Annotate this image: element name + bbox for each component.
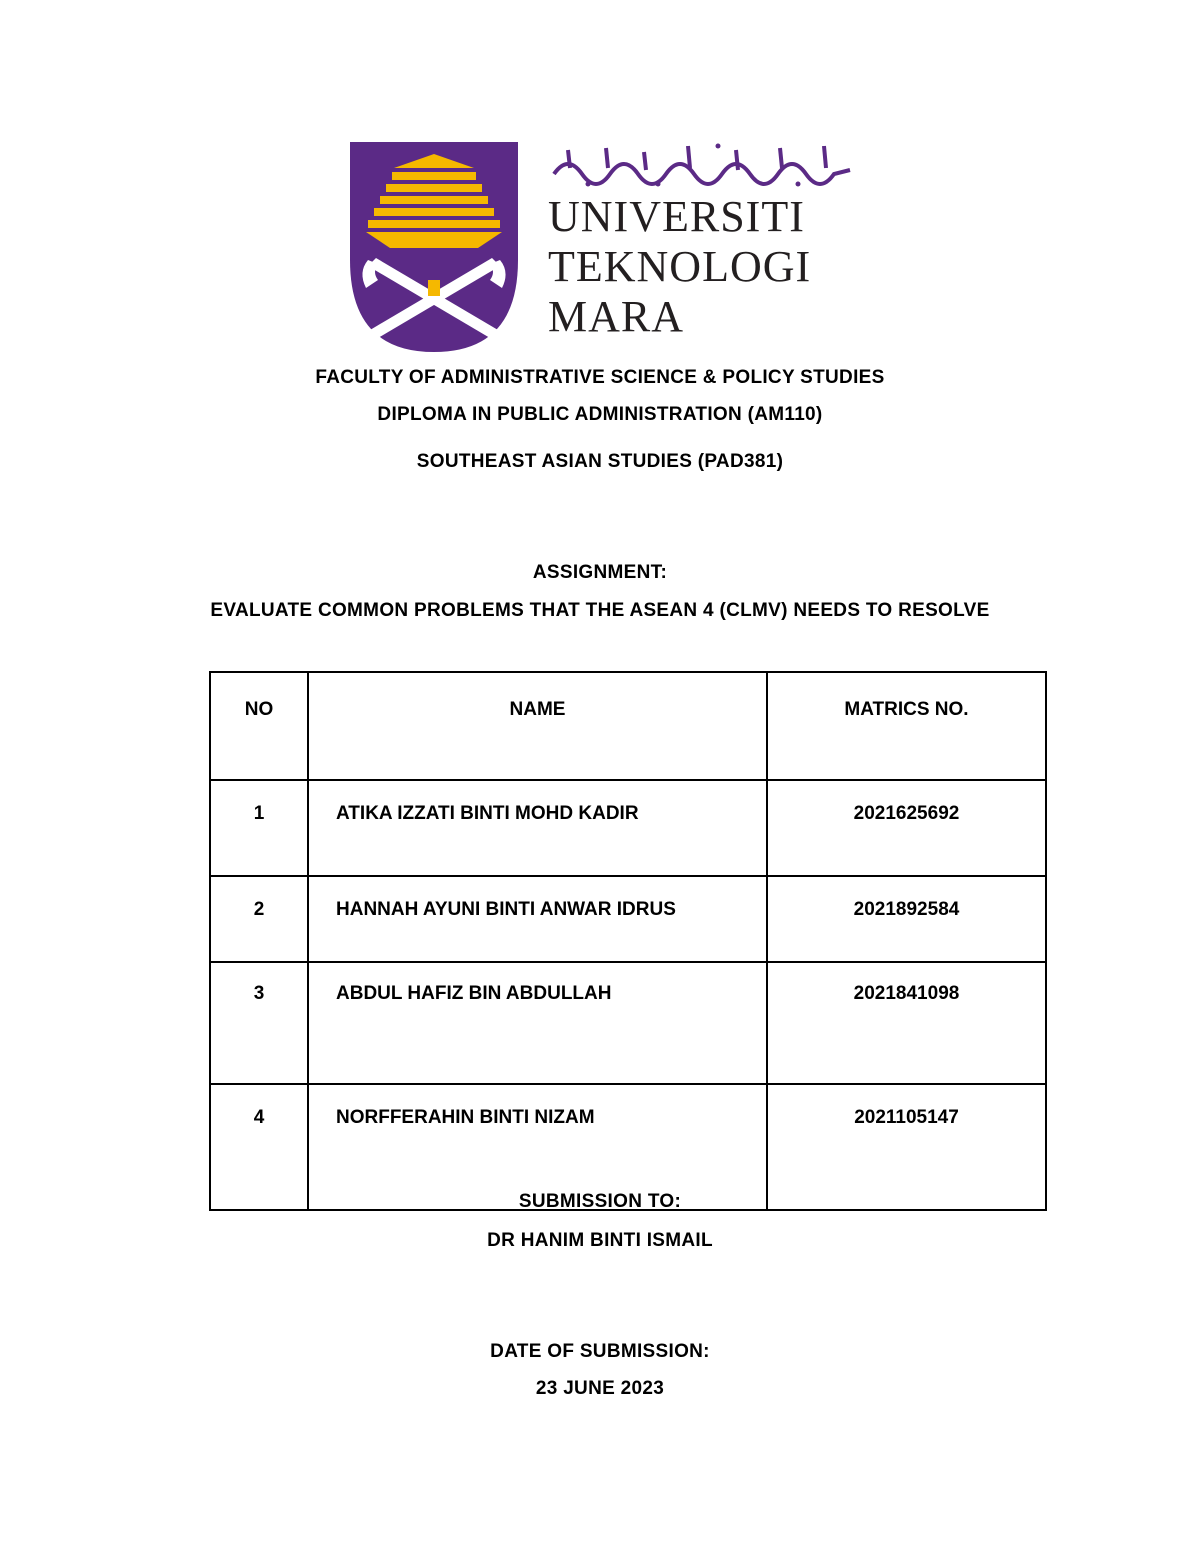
wordmark-line-1: UNIVERSITI [548, 192, 805, 241]
header-no: NO [210, 672, 308, 780]
row-matric: 2021625692 [767, 780, 1046, 876]
wordmark-line-3: MARA [548, 292, 685, 341]
row-name: ABDUL HAFIZ BIN ABDULLAH [308, 962, 767, 1084]
row-matric: 2021841098 [767, 962, 1046, 1084]
submission-to-label: SUBMISSION TO: [518, 1191, 682, 1212]
jawi-university-name [548, 140, 858, 190]
assignment-label: ASSIGNMENT: [532, 562, 668, 583]
row-matric: 2021892584 [767, 876, 1046, 962]
row-no: 4 [210, 1084, 308, 1210]
jawi-script-icon [548, 140, 858, 190]
submission-date-label: DATE OF SUBMISSION: [490, 1341, 710, 1362]
uitm-crest-icon [348, 140, 520, 354]
header-matric: MATRICS NO. [767, 672, 1046, 780]
row-matric: 2021105147 [767, 1084, 1046, 1210]
wordmark-line-2: TEKNOLOGI [548, 242, 812, 291]
assignment-title: EVALUATE COMMON PROBLEMS THAT THE ASEAN 4 (CLMV) NEEDS TO RESOLVE [210, 600, 990, 621]
table-row [210, 876, 1046, 962]
lecturer-name: DR HANIM BINTI ISMAIL [487, 1230, 713, 1251]
row-name: ATIKA IZZATI BINTI MOHD KADIR [308, 780, 767, 876]
header-name: NAME [308, 672, 767, 780]
table-row [210, 962, 1046, 1084]
row-no: 1 [210, 780, 308, 876]
faculty-name: FACULTY OF ADMINISTRATIVE SCIENCE & POLICY STUDIES [315, 367, 885, 388]
members-table [209, 671, 1047, 1211]
row-name: HANNAH AYUNI BINTI ANWAR IDRUS [308, 876, 767, 962]
program-name: DIPLOMA IN PUBLIC ADMINISTRATION (AM110) [377, 404, 823, 425]
university-wordmark [548, 192, 858, 342]
submission-date: 23 JUNE 2023 [535, 1378, 665, 1399]
table-row [210, 780, 1046, 876]
table-header-row [210, 672, 1046, 780]
row-name: NORFFERAHIN BINTI NIZAM [308, 1084, 767, 1210]
course-name: SOUTHEAST ASIAN STUDIES (PAD381) [416, 451, 784, 472]
row-no: 3 [210, 962, 308, 1084]
uitm-logo [348, 140, 858, 354]
row-no: 2 [210, 876, 308, 962]
